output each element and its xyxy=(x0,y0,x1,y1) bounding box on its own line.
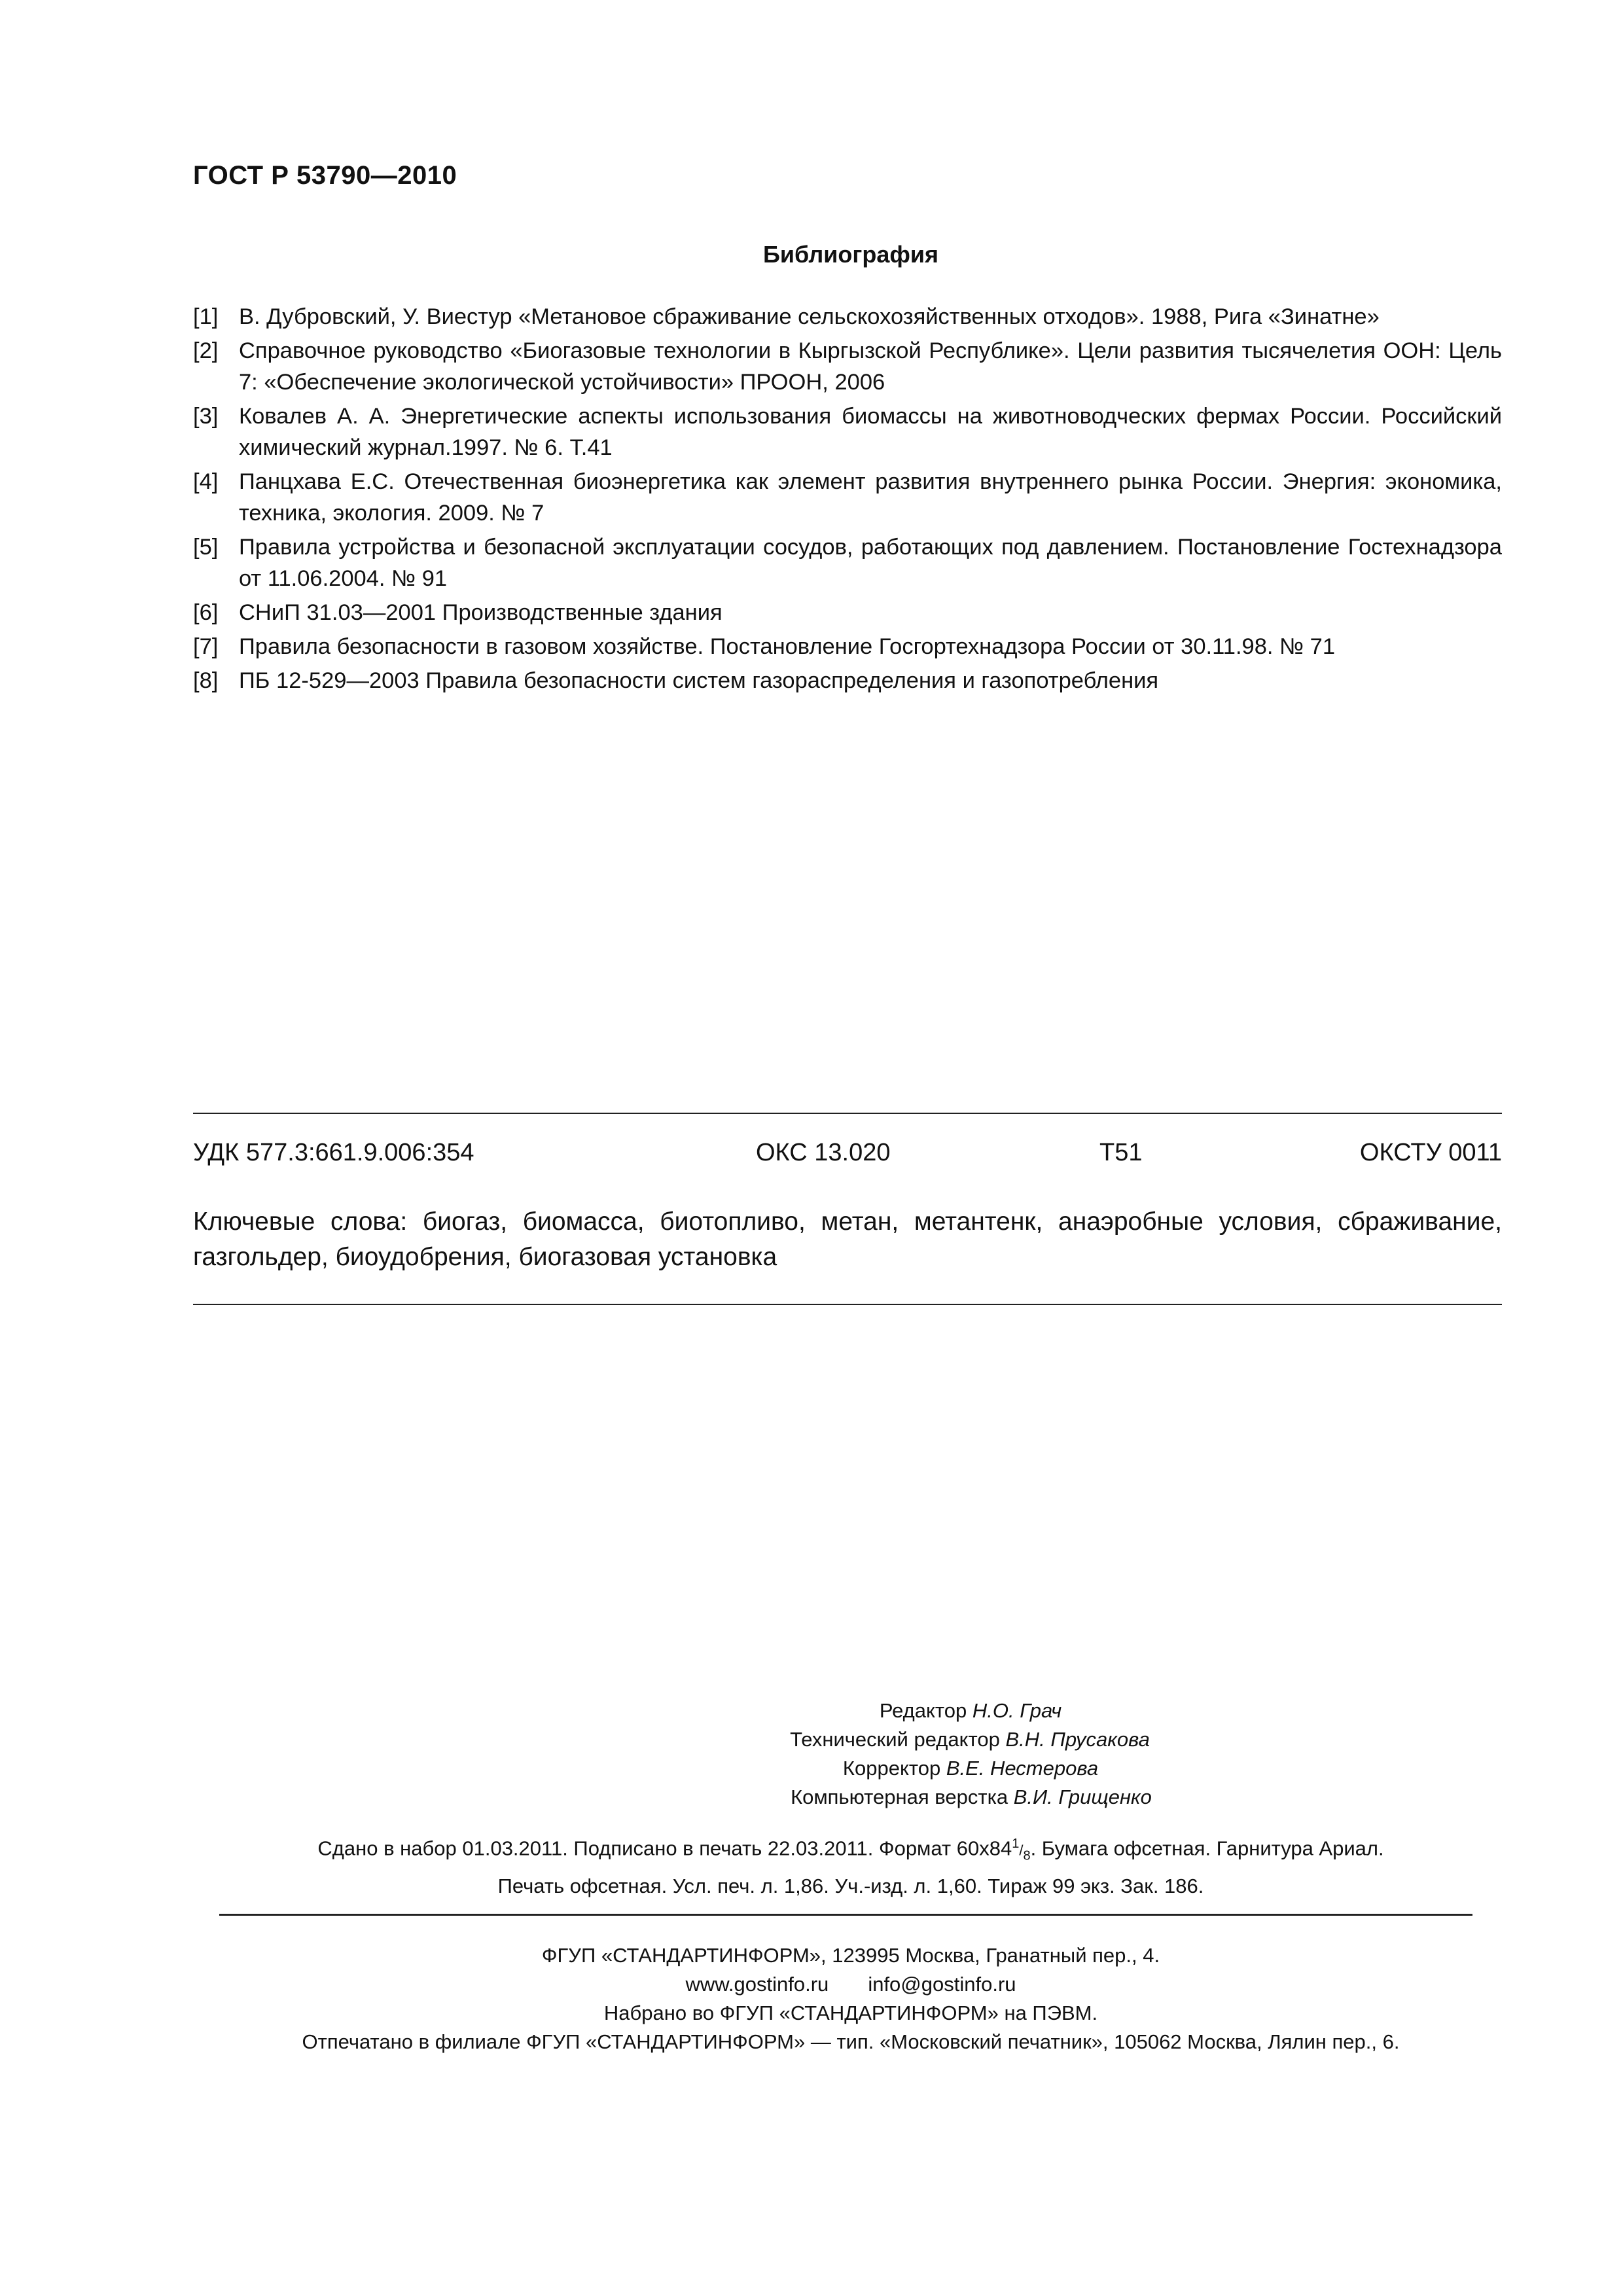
credit-layout xyxy=(0,1783,1623,1812)
bibliography-item-text: Панцхава Е.С. Отечественная биоэнергетика как элемент развития внутреннего рынка России. Энергия: экономика, техника, экология. 2009. № 7 xyxy=(239,469,1502,526)
t-code: Т51 xyxy=(1099,1139,1143,1166)
typeset-note: Набрано во ФГУП «СТАНДАРТИНФОРМ» на ПЭВМ. xyxy=(603,2001,1098,2024)
bibliography-item-number: [8] xyxy=(193,668,219,693)
divider-top xyxy=(193,1113,1502,1114)
bibliography-item-number: [4] xyxy=(193,469,219,494)
credit-tech-editor xyxy=(0,1725,1623,1754)
bibliography-item-text: ПБ 12-529—2003 Правила безопасности систем газораспределения и газопотребления xyxy=(239,668,1159,693)
bibliography-item-text: Правила устройства и безопасной эксплуатации сосудов, работающих под давлением. Постановление Гостехнадзора от 11.06.2004. № 91 xyxy=(239,535,1502,591)
bibliography-item-text: В. Дубровский, У. Виестур «Метановое сбраживание сельскохозяйственных отходов». 1988, Рига «Зинатне» xyxy=(239,304,1380,329)
bibliography-list xyxy=(193,301,1502,699)
publisher-contacts xyxy=(0,1970,1623,1999)
credit-role: Редактор xyxy=(879,1699,967,1722)
bibliography-item-number: [2] xyxy=(193,338,219,363)
format-subscript: 8 xyxy=(1023,1848,1031,1863)
bibliography-item-number: [7] xyxy=(193,634,219,659)
bibliography-title: Библиография xyxy=(763,241,938,268)
bibliography-item-number: [5] xyxy=(193,535,219,560)
bibliography-item xyxy=(193,631,1502,662)
bibliography-item-text: Справочное руководство «Биогазовые технологии в Кыргызской Республике». Цели развития тысячелетия ООН: Цель 7: «Обеспечение экологической устойчивости» ПРООН, 2006 xyxy=(239,338,1502,395)
bibliography-item-text: Ковалев А. А. Энергетические аспекты использования биомассы на животноводческих фермах России. Российский химический журнал.1997. № 6. Т.41 xyxy=(239,404,1502,460)
bibliography-item xyxy=(193,301,1502,332)
bibliography-item xyxy=(193,466,1502,529)
bibliography-item-text: СНиП 31.03—2001 Производственные здания xyxy=(239,600,722,625)
credit-person: В.Н. Прусакова xyxy=(1005,1728,1150,1751)
bibliography-item-number: [6] xyxy=(193,600,219,625)
publisher-website[interactable]: www.gostinfo.ru xyxy=(685,1973,829,1996)
okstu-code: ОКСТУ 0011 xyxy=(1359,1139,1502,1166)
bibliography-item-number: [1] xyxy=(193,304,219,329)
divider-bottom xyxy=(193,1304,1502,1305)
oks-code: ОКС 13.020 xyxy=(756,1139,891,1166)
publisher-address: ФГУП «СТАНДАРТИНФОРМ», 123995 Москва, Гранатный пер., 4. xyxy=(541,1944,1160,1967)
credit-proofreader xyxy=(0,1754,1623,1783)
publication-line-1-start: Сдано в набор 01.03.2011. Подписано в печать 22.03.2011. Формат 60x84 xyxy=(317,1837,1012,1860)
credit-person: Н.О. Грач xyxy=(972,1699,1062,1722)
publication-info xyxy=(0,1829,1623,1901)
bibliography-item-text: Правила безопасности в газовом хозяйстве. Постановление Госгортехнадзора России от 30.11.98. № 71 xyxy=(239,634,1336,659)
document-code: ГОСТ Р 53790—2010 xyxy=(193,161,457,190)
credit-person: В.Е. Нестерова xyxy=(946,1757,1099,1780)
credit-role: Компьютерная верстка xyxy=(791,1785,1008,1808)
credit-person: В.И. Грищенко xyxy=(1013,1785,1152,1808)
publication-line-2: Печать офсетная. Усл. печ. л. 1,86. Уч.-изд. л. 1,60. Тираж 99 экз. Зак. 186. xyxy=(497,1874,1204,1897)
keywords: Ключевые слова: биогаз, биомасса, биотопливо, метан, метантенк, анаэробные условия, сбраживание, газгольдер, биоудобрения, биогазовая установка xyxy=(193,1208,1502,1271)
bibliography-item-number: [3] xyxy=(193,404,219,429)
divider-footer xyxy=(219,1914,1472,1916)
publication-line-1: Сдано в набор 01.03.2011. Подписано в печать 22.03.2011. Формат $60x84^1/_8$. Бумага офсетная. Гарнитура Ариал. xyxy=(317,1837,1384,1863)
publisher-footer xyxy=(0,1941,1623,2056)
credit-editor xyxy=(0,1696,1623,1725)
bibliography-item xyxy=(193,335,1502,398)
bibliography-item xyxy=(193,597,1502,628)
printed-note: Отпечатано в филиале ФГУП «СТАНДАРТИНФОРМ» — тип. «Московский печатник», 105062 Москва, Лялин пер., 6. xyxy=(302,2030,1400,2053)
credit-role: Корректор xyxy=(842,1757,941,1780)
publication-line-1-end: . Бумага офсетная. Гарнитура Ариал. xyxy=(1030,1837,1384,1860)
editorial-credits xyxy=(0,1696,1623,1812)
format-superscript: 1 xyxy=(1012,1837,1020,1851)
bibliography-item xyxy=(193,401,1502,463)
bibliography-item xyxy=(193,531,1502,594)
publisher-email[interactable]: info@gostinfo.ru xyxy=(868,1973,1016,1996)
bibliography-item xyxy=(193,665,1502,696)
credit-role: Технический редактор xyxy=(790,1728,1000,1751)
udk-code: УДК 577.3:661.9.006:354 xyxy=(193,1139,474,1166)
